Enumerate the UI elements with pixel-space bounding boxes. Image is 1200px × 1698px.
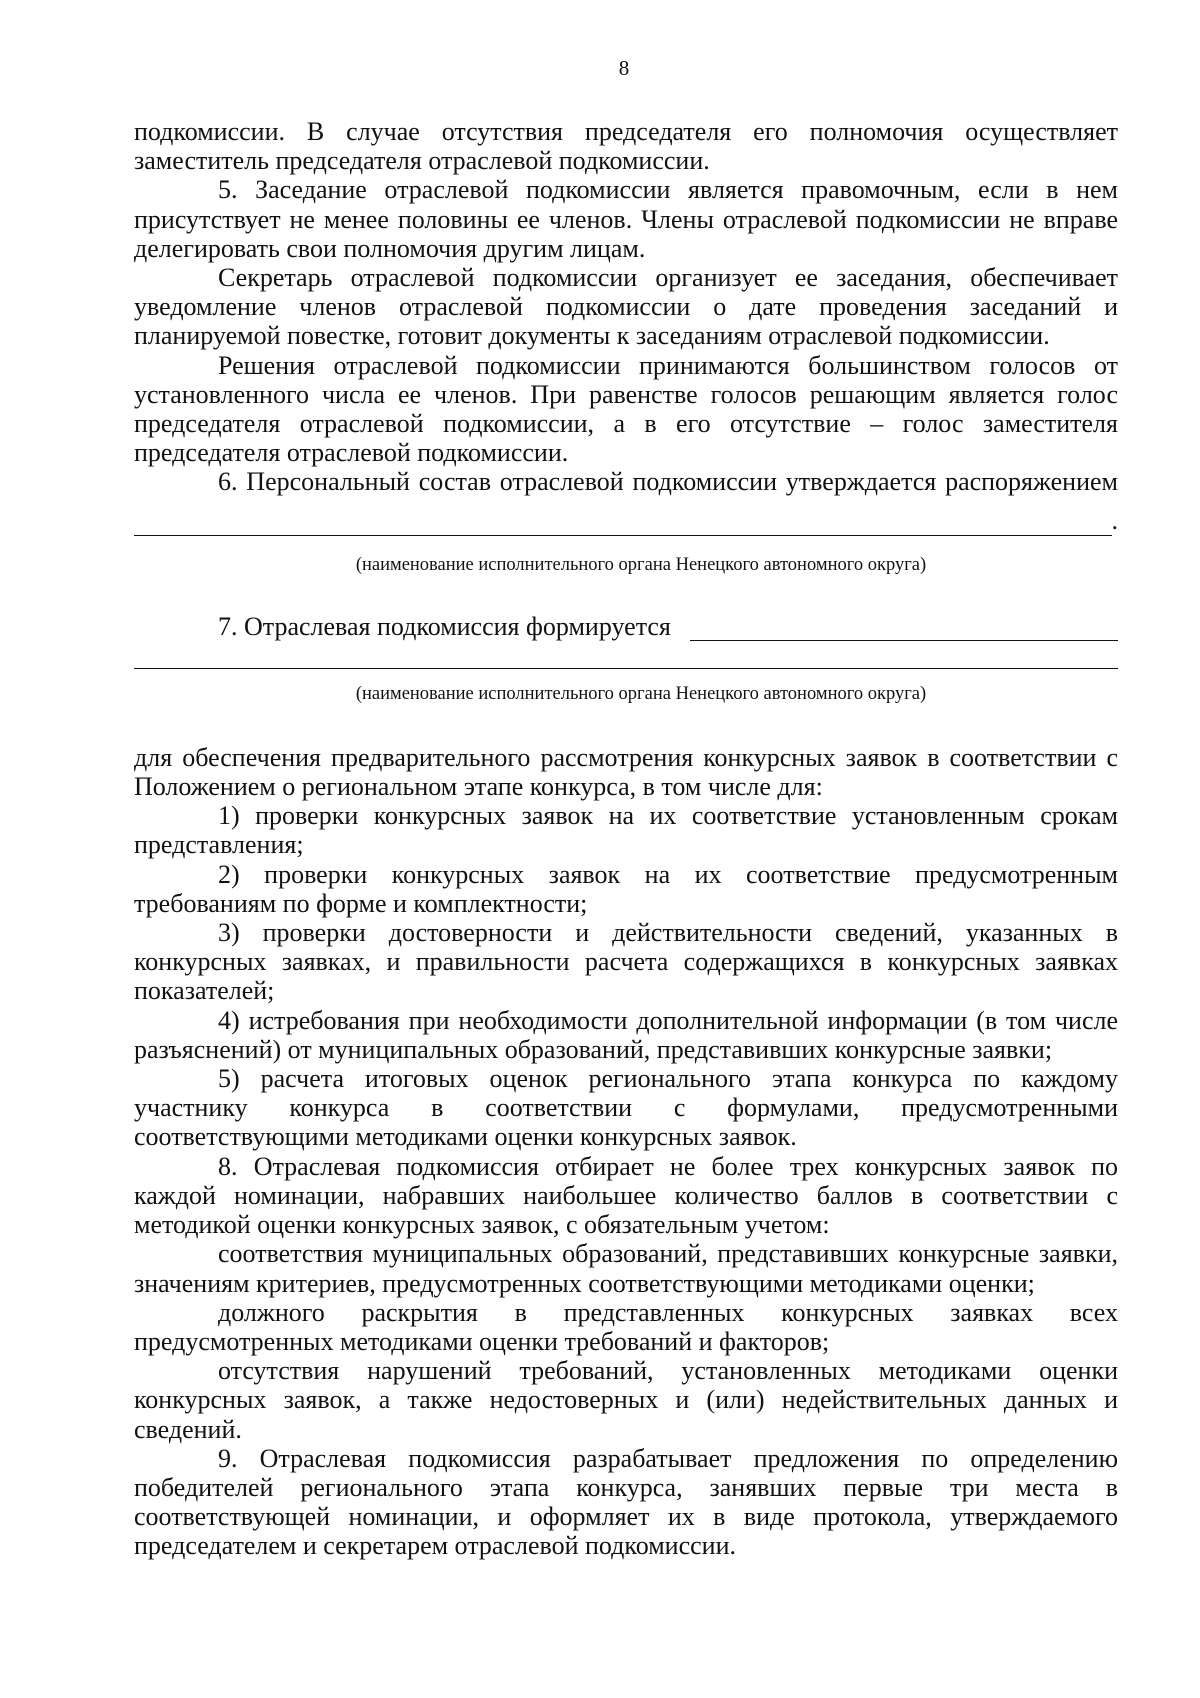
- top-paragraphs: [134, 117, 1118, 467]
- caption-executive-body-2: (наименование исполнительного органа Ненецкого автономного округа): [355, 683, 927, 704]
- paragraph: отсутствия нарушений требований, установленных методиками оценки конкурсных заявок, а также недостоверных и (или) недействительных данных и сведений.: [134, 1356, 1118, 1444]
- paragraph: 5) расчета итоговых оценок регионального этапа конкурса по каждому участнику конкурса в соответствии с формулами, предусмотренными соответствующими методиками оценки конкурсных заявок.: [134, 1064, 1118, 1152]
- paragraph: Секретарь отраслевой подкомиссии организует ее заседания, обеспечивает уведомление членов отраслевой подкомиссии о дате проведения заседаний и планируемой повестке, готовит документы к заседаниям отраслевой подкомиссии.: [134, 263, 1118, 351]
- paragraph: 8. Отраслевая подкомиссия отбирает не более трех конкурсных заявок по каждой номинации, набравших наибольшее количество баллов в соответствии с методикой оценки конкурсных заявок, с обязательным учетом:: [134, 1151, 1118, 1240]
- paragraph: 2) проверки конкурсных заявок на их соответствие предусмотренным требованиям по форме и комплектности;: [134, 859, 1118, 918]
- item-7-text: 7. Отраслевая подкомиссия формируется: [218, 611, 671, 641]
- paragraph: соответствия муниципальных образований, представивших конкурсные заявки, значениям критериев, предусмотренных соответствующими методиками оценки;: [134, 1239, 1118, 1298]
- bottom-paragraphs: [134, 743, 1118, 1561]
- paragraph: 5. Заседание отраслевой подкомиссии является правомочным, если в нем присутствует не менее половины ее членов. Члены отраслевой подкомиссии не вправе делегировать свои полномочия другим лицам.: [134, 175, 1118, 263]
- page-number: 8: [618, 56, 630, 80]
- paragraph: должного раскрытия в представленных конкурсных заявках всех предусмотренных методиками оценки требований и факторов;: [134, 1297, 1118, 1356]
- paragraph: 9. Отраслевая подкомиссия разрабатывает предложения по определению победителей регионального этапа конкурса, занявших первые три места в соответствующей номинации, и оформляет их в виде протокола, утверждаемого председателем и секретарем отраслевой подкомиссии.: [134, 1443, 1118, 1561]
- paragraph: 3) проверки достоверности и действительности сведений, указанных в конкурсных заявках, и правильности расчета содержащихся в конкурсных заявках показателей;: [134, 918, 1118, 1006]
- paragraph: подкомиссии. В случае отсутствия председателя его полномочия осуществляет заместитель председателя отраслевой подкомиссии.: [134, 117, 1118, 176]
- item-6-text: 6. Персональный состав отраслевой подкомиссии утверждается распоряжением: [218, 467, 1118, 497]
- caption-executive-body-1: (наименование исполнительного органа Ненецкого автономного округа): [355, 554, 927, 575]
- paragraph: для обеспечения предварительного рассмотрения конкурсных заявок в соответствии с Положением о региональном этапе конкурса, в том числе для:: [134, 742, 1118, 802]
- item-6-fill-line: [134, 507, 1118, 536]
- item-7-row: [134, 612, 1118, 641]
- document-body: [134, 117, 1118, 1561]
- paragraph: Решения отраслевой подкомиссии принимаются большинством голосов от установленного числа ее членов. При равенстве голосов решающим является голос председателя отраслевой подкомиссии, а в его отсутствие – голос заместителя председателя отраслевой подкомиссии.: [134, 350, 1118, 468]
- fill-in-blank: [134, 515, 1112, 536]
- fill-in-blank-item-7-line-2: [134, 667, 1118, 669]
- paragraph: 4) истребования при необходимости дополнительной информации (в том числе разъяснений) от муниципальных образований, представивших конкурсные заявки;: [134, 1005, 1118, 1064]
- paragraph: 1) проверки конкурсных заявок на их соответствие установленным срокам представления;: [134, 801, 1118, 860]
- fill-in-blank-item-7: [690, 618, 1118, 641]
- item-6-period: .: [1111, 506, 1118, 536]
